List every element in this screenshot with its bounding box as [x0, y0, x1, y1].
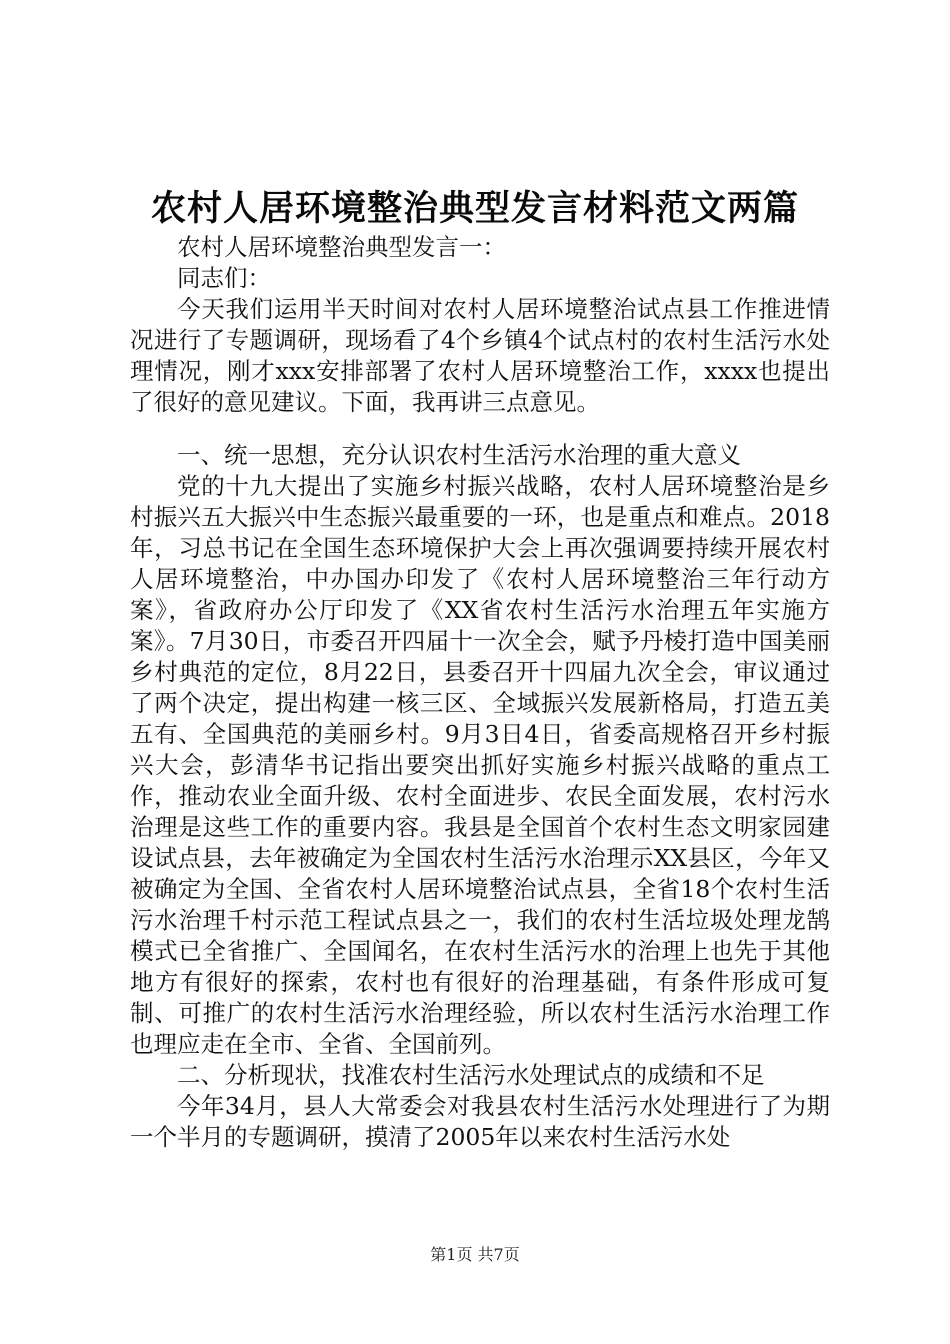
page-number-footer: 第1页 共7页 [430, 1245, 520, 1264]
section-heading-2: 二、分析现状，找准农村生活污水处理试点的成绩和不足 [177, 1061, 765, 1089]
document-body [130, 232, 830, 1153]
document-title: 农村人居环境整治典型发言材料范文两篇 [150, 188, 799, 229]
salutation: 同志们： [177, 264, 271, 292]
body-paragraph-1: 党的十九大提出了实施乡村振兴战略，农村人居环境整治是乡村振兴五大振兴中生态振兴最重要的一环，也是重点和难点。2018年，习总书记在全国生态环境保护大会上再次强调要持续开展农村人居环境整治，中办国办印发了《农村人居环境整治三年行动方案》，省政府办公厅印发了《XX省农村生活污水治理五年实施方案》。7月30日，市委召开四届十一次全会，赋予丹棱打造中国美丽乡村典范的定位，8月22日，县委召开十四届九次全会，审议通过了两个决定，提出构建一核三区、全域振兴发展新格局，打造五美五有、全国典范的美丽乡村。9月3日4日，省委高规格召开乡村振兴大会，彭清华书记指出要突出抓好实施乡村振兴战略的重点工作，推动农业全面升级、农村全面进步、农民全面发展，农村污水治理是这些工作的重要内容。我县是全国首个农村生态文明家园建设试点县，去年被确定为全国农村生活污水治理示XX县区，今年又被确定为全国、全省农村人居环境整治试点县，全省18个农村生活污水治理千村示范工程试点县之一，我们的农村生活垃圾处理龙鹄模式已全省推广、全国闻名，在农村生活污水的治理上也先于其他地方有很好的探索，农村也有很好的治理基础，有条件形成可复制、可推广的农村生活污水治理经验，所以农村生活污水治理工作也理应走在全市、全省、全国前列。 [130, 472, 830, 1058]
intro-paragraph: 今天我们运用半天时间对农村人居环境整治试点县工作推进情况进行了专题调研，现场看了4个乡镇4个试点村的农村生活污水处理情况，刚才xxx安排部署了农村人居环境整治工作，xxxx也提出了很好的意见建议。下面，我再讲三点意见。 [130, 295, 830, 416]
section-heading-1: 一、统一思想，充分认识农村生活污水治理的重大意义 [177, 441, 741, 469]
speech-heading: 农村人居环境整治典型发言一： [177, 233, 506, 261]
body-paragraph-2: 今年34月，县人大常委会对我县农村生活污水处理进行了为期一个半月的专题调研，摸清了2005年以来农村生活污水处 [130, 1092, 830, 1151]
